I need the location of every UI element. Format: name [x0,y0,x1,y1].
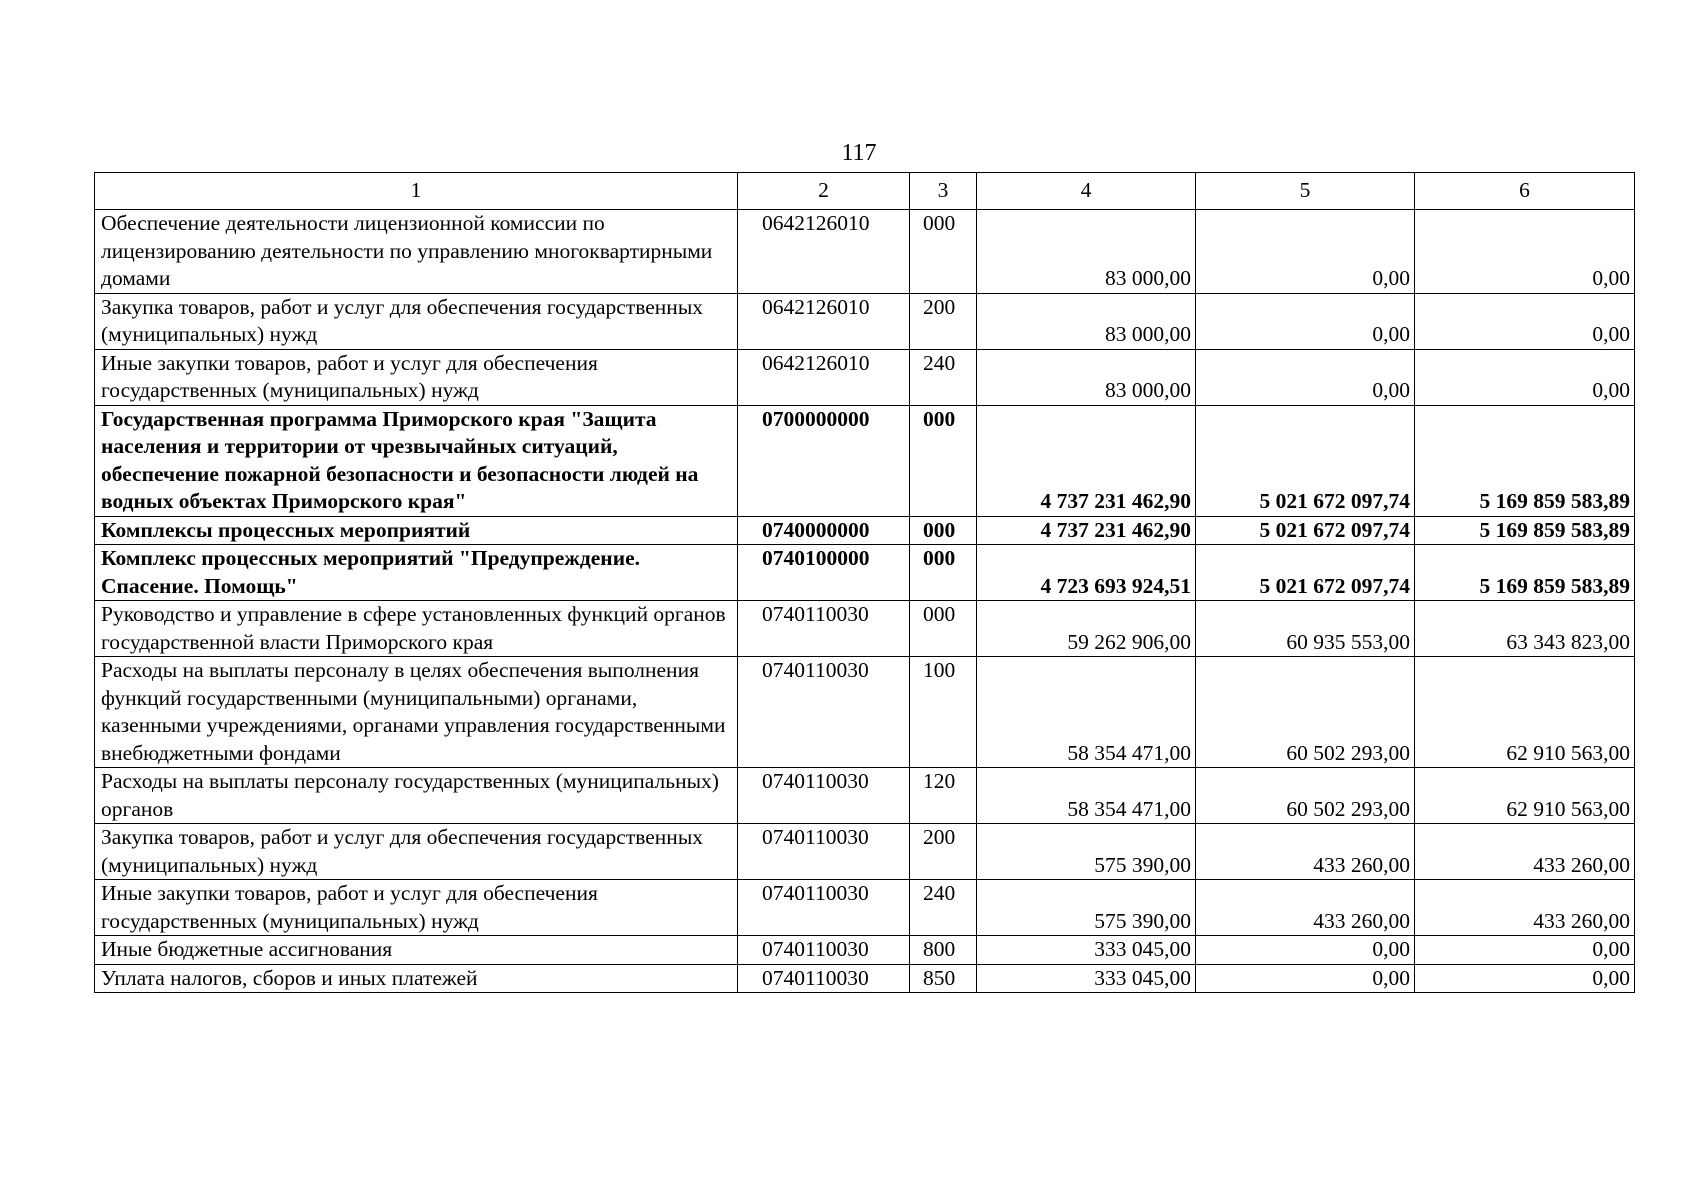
table-row [95,880,1635,936]
row-amount-col6-cell: 62 910 563,00 [1415,768,1635,824]
row-code-cell: 0740110030 [738,880,910,936]
table-row [95,516,1635,545]
row-code-cell: 0642126010 [738,210,910,294]
row-name-cell: Комплекс процессных мероприятий "Предупреждение. Спасение. Помощь" [95,545,738,601]
row-name-cell: Расходы на выплаты персоналу в целях обеспечения выполнения функций государственными (муниципальными) органами, казенными учреждениями, органами управления государственными внебюджетными фондами [95,657,738,768]
row-amount-col4-cell: 83 000,00 [977,293,1196,349]
row-amount-col5-cell: 60 502 293,00 [1196,768,1415,824]
row-amount-col4-cell: 4 723 693 924,51 [977,545,1196,601]
row-type-cell: 000 [910,405,977,516]
row-amount-col6-cell: 62 910 563,00 [1415,657,1635,768]
row-amount-col5-cell: 0,00 [1196,936,1415,965]
row-type-cell: 000 [910,545,977,601]
row-code-cell: 0740110030 [738,657,910,768]
row-name-cell: Закупка товаров, работ и услуг для обеспечения государственных (муниципальных) нужд [95,293,738,349]
row-type-cell: 800 [910,936,977,965]
column-header: 4 [977,173,1196,210]
row-code-cell: 0740100000 [738,545,910,601]
column-header: 3 [910,173,977,210]
row-amount-col4-cell: 4 737 231 462,90 [977,405,1196,516]
column-header: 1 [95,173,738,210]
row-amount-col5-cell: 0,00 [1196,964,1415,993]
row-type-cell: 200 [910,293,977,349]
row-name-cell: Обеспечение деятельности лицензионной комиссии по лицензированию деятельности по управлению многоквартирными домами [95,210,738,294]
row-amount-col6-cell: 0,00 [1415,349,1635,405]
row-amount-col4-cell: 333 045,00 [977,936,1196,965]
row-amount-col6-cell: 0,00 [1415,964,1635,993]
table-row [95,349,1635,405]
column-header: 5 [1196,173,1415,210]
row-name-cell: Иные бюджетные ассигнования [95,936,738,965]
table-row [95,545,1635,601]
row-code-cell: 0642126010 [738,293,910,349]
row-type-cell: 850 [910,964,977,993]
table-row [95,936,1635,965]
row-code-cell: 0740110030 [738,964,910,993]
row-name-cell: Расходы на выплаты персоналу государственных (муниципальных) органов [95,768,738,824]
row-code-cell: 0642126010 [738,349,910,405]
row-amount-col5-cell: 60 935 553,00 [1196,601,1415,657]
row-amount-col5-cell: 60 502 293,00 [1196,657,1415,768]
row-name-cell: Иные закупки товаров, работ и услуг для обеспечения государственных (муниципальных) нужд [95,349,738,405]
column-header: 2 [738,173,910,210]
row-code-cell: 0740110030 [738,824,910,880]
row-name-cell: Комплексы процессных мероприятий [95,516,738,545]
row-amount-col6-cell: 0,00 [1415,293,1635,349]
row-name-cell: Уплата налогов, сборов и иных платежей [95,964,738,993]
row-amount-col6-cell: 433 260,00 [1415,824,1635,880]
row-amount-col4-cell: 59 262 906,00 [977,601,1196,657]
row-amount-col5-cell: 433 260,00 [1196,824,1415,880]
table-header-row [95,173,1635,210]
table-row [95,824,1635,880]
table-row [95,768,1635,824]
row-type-cell: 200 [910,824,977,880]
row-type-cell: 120 [910,768,977,824]
row-code-cell: 0740110030 [738,936,910,965]
row-amount-col6-cell: 0,00 [1415,936,1635,965]
row-code-cell: 0740110030 [738,601,910,657]
row-amount-col5-cell: 0,00 [1196,210,1415,294]
row-amount-col4-cell: 333 045,00 [977,964,1196,993]
row-amount-col5-cell: 433 260,00 [1196,880,1415,936]
budget-table [94,172,1635,993]
row-code-cell: 0740000000 [738,516,910,545]
row-amount-col4-cell: 58 354 471,00 [977,657,1196,768]
row-type-cell: 100 [910,657,977,768]
row-amount-col4-cell: 575 390,00 [977,880,1196,936]
row-amount-col5-cell: 0,00 [1196,293,1415,349]
row-name-cell: Руководство и управление в сфере установленных функций органов государственной власти Приморского края [95,601,738,657]
row-amount-col6-cell: 433 260,00 [1415,880,1635,936]
row-amount-col6-cell: 5 169 859 583,89 [1415,516,1635,545]
row-amount-col6-cell: 63 343 823,00 [1415,601,1635,657]
row-code-cell: 0740110030 [738,768,910,824]
row-amount-col5-cell: 5 021 672 097,74 [1196,516,1415,545]
row-type-cell: 000 [910,516,977,545]
row-code-cell: 0700000000 [738,405,910,516]
row-amount-col5-cell: 5 021 672 097,74 [1196,405,1415,516]
row-name-cell: Закупка товаров, работ и услуг для обеспечения государственных (муниципальных) нужд [95,824,738,880]
row-amount-col4-cell: 83 000,00 [977,210,1196,294]
table-row [95,405,1635,516]
row-amount-col6-cell: 0,00 [1415,210,1635,294]
row-type-cell: 240 [910,349,977,405]
row-amount-col5-cell: 5 021 672 097,74 [1196,545,1415,601]
row-amount-col6-cell: 5 169 859 583,89 [1415,405,1635,516]
row-type-cell: 000 [910,601,977,657]
row-amount-col4-cell: 575 390,00 [977,824,1196,880]
row-amount-col4-cell: 58 354 471,00 [977,768,1196,824]
row-name-cell: Иные закупки товаров, работ и услуг для обеспечения государственных (муниципальных) нужд [95,880,738,936]
row-amount-col4-cell: 4 737 231 462,90 [977,516,1196,545]
table-row [95,657,1635,768]
table-row [95,601,1635,657]
row-amount-col4-cell: 83 000,00 [977,349,1196,405]
table-row [95,964,1635,993]
row-type-cell: 240 [910,880,977,936]
table-body [95,210,1635,993]
row-name-cell: Государственная программа Приморского края "Защита населения и территории от чрезвычайных ситуаций, обеспечение пожарной безопасности и безопасности людей на водных объектах Приморского края" [95,405,738,516]
column-header: 6 [1415,173,1635,210]
table-row [95,293,1635,349]
row-type-cell: 000 [910,210,977,294]
row-amount-col6-cell: 5 169 859 583,89 [1415,545,1635,601]
table-row [95,210,1635,294]
page-number: 117 [841,140,877,166]
row-amount-col5-cell: 0,00 [1196,349,1415,405]
